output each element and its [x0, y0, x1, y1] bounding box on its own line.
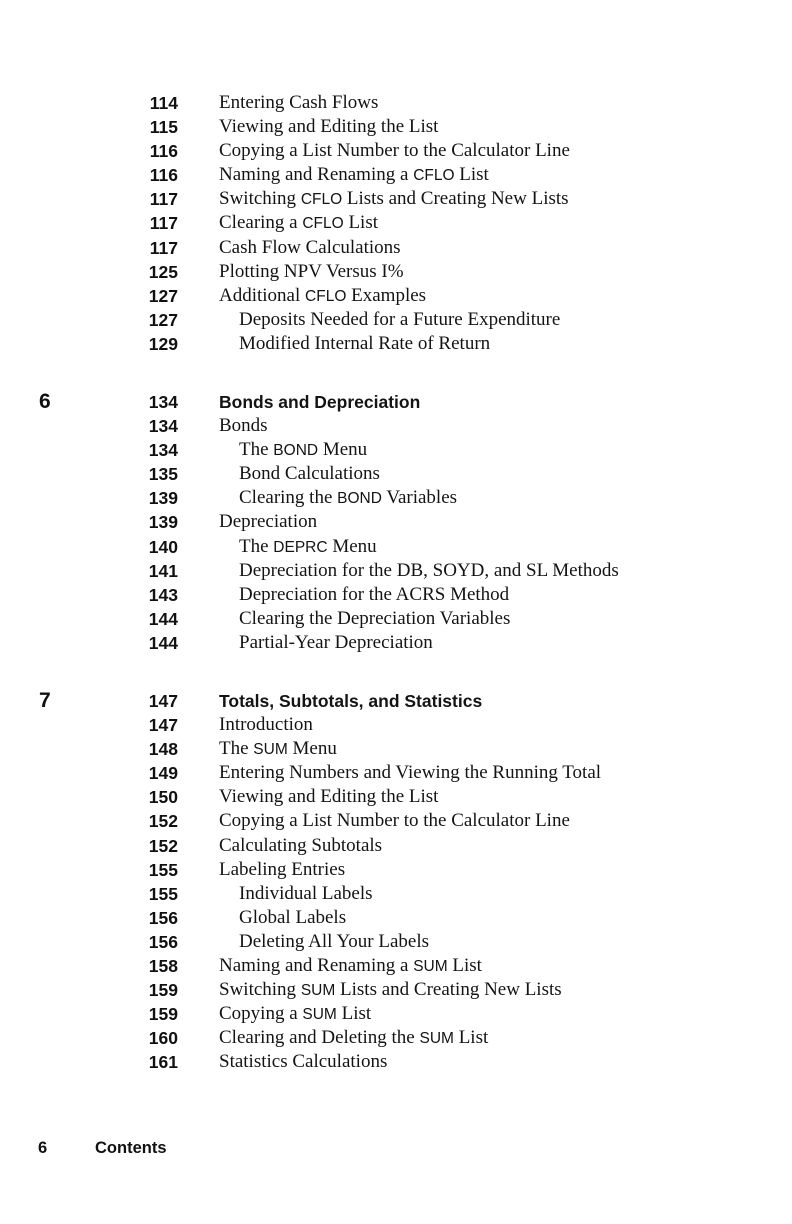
title-text: Clearing and Deleting the — [219, 1027, 420, 1049]
toc-entry-title — [219, 1026, 488, 1051]
title-text: Entering Cash Flows — [219, 92, 379, 113]
toc-entry-title — [239, 631, 433, 655]
toc-page-number: 156 — [148, 907, 178, 928]
toc-entry — [0, 631, 792, 655]
toc-entry-title — [219, 761, 601, 785]
toc-page-number: 159 — [148, 1004, 178, 1025]
toc-page-number: 117 — [149, 213, 178, 234]
menu-keyword: SUM — [253, 741, 288, 759]
toc-entry-title — [239, 535, 377, 560]
toc-entry-title — [239, 332, 490, 356]
toc-entry — [0, 414, 792, 438]
toc-entry — [0, 486, 792, 510]
toc-entry-title — [219, 954, 482, 979]
toc-entry-title — [219, 284, 426, 309]
toc-entry-title — [219, 510, 317, 534]
toc-page-number: 144 — [148, 632, 178, 653]
toc-entry — [0, 954, 792, 978]
title-text: Variables — [381, 487, 458, 509]
toc-entry-list — [0, 91, 792, 356]
toc-entry-title — [219, 115, 438, 139]
toc-page-number: 155 — [148, 883, 178, 904]
toc-entry — [0, 785, 792, 809]
title-text: Copying a — [219, 1003, 303, 1025]
toc-entry-title — [219, 414, 268, 438]
title-text: Deleting All Your Labels — [239, 930, 429, 952]
title-text: The — [219, 738, 254, 760]
toc-entry — [0, 583, 792, 607]
toc-page-number: 141 — [148, 560, 178, 581]
menu-keyword: DEPRC — [273, 538, 328, 556]
toc-entry-title — [239, 462, 380, 486]
toc-entry — [0, 510, 792, 534]
toc-entry — [0, 91, 792, 115]
toc-page-number: 140 — [148, 536, 178, 557]
title-text: Naming and Renaming a — [219, 955, 414, 977]
toc-page-number: 127 — [148, 309, 178, 330]
toc-page-number: 156 — [148, 931, 178, 952]
toc-page-number: 160 — [148, 1028, 178, 1049]
title-text: Menu — [287, 738, 337, 760]
title-text: Statistics Calculations — [219, 1051, 388, 1073]
menu-keyword: BOND — [337, 490, 382, 508]
title-text: Viewing and Editing the List — [219, 116, 439, 138]
toc-entry-title — [219, 809, 570, 833]
toc-entry — [0, 438, 792, 462]
toc-entry-title — [219, 834, 382, 858]
title-text: Depreciation for the DB, SOYD, and SL Methods — [239, 559, 619, 581]
title-text: Entering Numbers and Viewing the Running Total — [219, 762, 602, 784]
toc-page-number: 152 — [148, 811, 178, 832]
title-text: List — [454, 164, 489, 186]
toc-entry-title — [239, 583, 509, 607]
toc-page-number: 147 — [148, 691, 178, 711]
toc-entry — [0, 139, 792, 163]
toc-page-number: 155 — [148, 859, 178, 880]
toc-page-number: 143 — [148, 584, 178, 605]
toc-entry-title — [239, 438, 367, 463]
title-text: Lists and Creating New Lists — [335, 979, 562, 1001]
title-text: The — [239, 439, 274, 461]
title-text: Naming and Renaming a — [219, 164, 414, 186]
toc-entry — [0, 978, 792, 1002]
toc-page-number: 114 — [149, 93, 178, 113]
title-text: Clearing the — [239, 487, 338, 509]
toc-entry-title — [239, 607, 510, 631]
toc-page-number: 158 — [148, 956, 178, 977]
title-text: Copying a List Number to the Calculator Line — [219, 810, 570, 832]
toc-entry-list — [0, 689, 792, 1075]
page-footer — [38, 1137, 167, 1159]
title-text: Modified Internal Rate of Return — [239, 332, 491, 354]
toc-entry — [0, 559, 792, 583]
toc-entry-title — [219, 1050, 387, 1074]
title-text: List — [343, 212, 379, 234]
toc-section-chapter-6 — [0, 390, 792, 655]
title-text: Examples — [346, 284, 427, 306]
title-text: Totals, Subtotals, and Statistics — [219, 691, 483, 711]
toc-chapter-heading — [0, 689, 792, 713]
toc-page-number: 150 — [148, 787, 178, 808]
toc-entry-title — [239, 559, 619, 583]
chapter-number: 6 — [39, 390, 51, 413]
toc-entry — [0, 260, 792, 284]
toc-entry — [0, 713, 792, 737]
toc-entry — [0, 535, 792, 559]
title-text: Depreciation for the ACRS Method — [239, 583, 510, 605]
toc-entry-title — [219, 187, 569, 212]
menu-keyword: SUM — [302, 1006, 337, 1024]
title-text: Individual Labels — [239, 882, 373, 904]
title-text: Depreciation — [219, 511, 318, 533]
menu-keyword: BOND — [273, 442, 319, 460]
title-text: Menu — [327, 535, 377, 557]
toc-entry-title — [219, 978, 562, 1003]
title-text: Menu — [318, 439, 368, 461]
title-text: Copying a List Number to the Calculator Line — [219, 140, 570, 162]
toc-page-number: 139 — [148, 512, 178, 533]
toc-entry-title — [219, 713, 313, 737]
toc-entry-title — [219, 737, 337, 762]
title-text: Bond Calculations — [239, 463, 380, 485]
toc-entry — [0, 1026, 792, 1050]
title-text: The — [239, 535, 274, 557]
title-text: Additional — [219, 284, 306, 306]
chapter-number: 7 — [39, 689, 51, 712]
toc-entry-title — [219, 1002, 371, 1027]
toc-entry — [0, 906, 792, 930]
menu-keyword: CFLO — [413, 167, 455, 185]
toc-page-number: 147 — [148, 715, 178, 736]
toc-entry — [0, 284, 792, 308]
toc-entry-title — [219, 91, 378, 115]
toc-entry-title — [219, 211, 378, 236]
toc-entry — [0, 236, 792, 260]
title-text: Switching — [219, 979, 301, 1001]
toc-entry-title — [239, 906, 346, 930]
toc-page-number: 149 — [148, 763, 178, 784]
toc-entry-title — [219, 163, 489, 188]
toc-page-number: 134 — [148, 440, 178, 461]
title-text: Switching — [219, 188, 301, 210]
toc-entry — [0, 809, 792, 833]
menu-keyword: CFLO — [300, 191, 343, 209]
toc-entry — [0, 1002, 792, 1026]
toc-section-chapter-7 — [0, 689, 792, 1075]
toc-entry — [0, 462, 792, 486]
menu-keyword: CFLO — [305, 287, 347, 305]
toc-page-number: 115 — [149, 117, 178, 138]
title-text: Deposits Needed for a Future Expenditure — [239, 308, 561, 330]
toc-entry-title — [239, 308, 560, 332]
title-text: Viewing and Editing the List — [219, 786, 439, 808]
toc-entry-title — [239, 486, 457, 511]
toc-page-number: 135 — [148, 464, 178, 485]
title-text: Bonds — [219, 415, 268, 437]
title-text: Partial-Year Depreciation — [239, 631, 433, 653]
toc-entry-title — [219, 390, 420, 414]
title-text: Cash Flow Calculations — [219, 236, 401, 258]
toc-entry — [0, 882, 792, 906]
toc-page-number: 117 — [149, 237, 178, 258]
toc-entry-title — [219, 260, 404, 284]
title-text: Calculating Subtotals — [219, 834, 383, 856]
toc-entry — [0, 211, 792, 235]
toc-entry-title — [219, 785, 438, 809]
title-text: Bonds and Depreciation — [219, 392, 421, 412]
toc-entry-title — [219, 139, 570, 163]
toc-entry-title — [219, 236, 401, 260]
toc-page-number: 161 — [148, 1052, 178, 1073]
toc-entry — [0, 737, 792, 761]
toc-page-number: 139 — [148, 488, 178, 509]
toc-entry-title — [239, 882, 373, 906]
toc-section-continued — [0, 91, 792, 356]
toc-entry — [0, 607, 792, 631]
toc-entry — [0, 1050, 792, 1074]
menu-keyword: SUM — [300, 982, 336, 1000]
title-text: Labeling Entries — [219, 858, 346, 880]
toc-page-number: 127 — [148, 285, 178, 306]
menu-keyword: CFLO — [302, 215, 344, 233]
toc-entry-title — [219, 858, 345, 882]
toc-entry — [0, 834, 792, 858]
toc-entry — [0, 187, 792, 211]
title-text: Global Labels — [239, 906, 347, 928]
toc-page-number: 116 — [149, 141, 178, 162]
toc-entry — [0, 332, 792, 356]
menu-keyword: SUM — [413, 958, 448, 976]
title-text: Clearing the Depreciation Variables — [239, 607, 511, 629]
toc-page-number: 148 — [148, 739, 178, 760]
toc-chapter-heading — [0, 390, 792, 414]
title-text: List — [336, 1003, 372, 1025]
title-text: List — [453, 1027, 489, 1049]
title-text: Plotting NPV Versus I% — [219, 260, 404, 282]
toc-page-number: 134 — [148, 392, 178, 412]
toc-page-number: 125 — [148, 261, 178, 282]
menu-keyword: SUM — [419, 1030, 454, 1048]
title-text: Introduction — [219, 714, 313, 736]
toc-page-number: 152 — [148, 835, 178, 856]
title-text: Lists and Creating New Lists — [342, 188, 569, 210]
toc-entry — [0, 163, 792, 187]
toc-page-number: 144 — [148, 608, 178, 629]
toc-page-number: 129 — [148, 333, 178, 354]
toc-entry-title — [239, 930, 429, 954]
toc-page-number: 116 — [149, 165, 178, 186]
toc-entry-list — [0, 390, 792, 655]
footer-label: Contents — [95, 1139, 167, 1157]
title-text: Clearing a — [219, 212, 303, 234]
toc-entry-title — [219, 689, 482, 713]
title-text: List — [447, 955, 482, 977]
toc-entry — [0, 761, 792, 785]
toc-page-number: 159 — [148, 980, 178, 1001]
toc-entry — [0, 858, 792, 882]
toc-page-number: 117 — [149, 189, 178, 210]
toc-page-number: 134 — [148, 416, 178, 437]
footer-page-number: 6 — [38, 1139, 48, 1157]
toc-entry — [0, 930, 792, 954]
toc-entry — [0, 115, 792, 139]
toc-entry — [0, 308, 792, 332]
